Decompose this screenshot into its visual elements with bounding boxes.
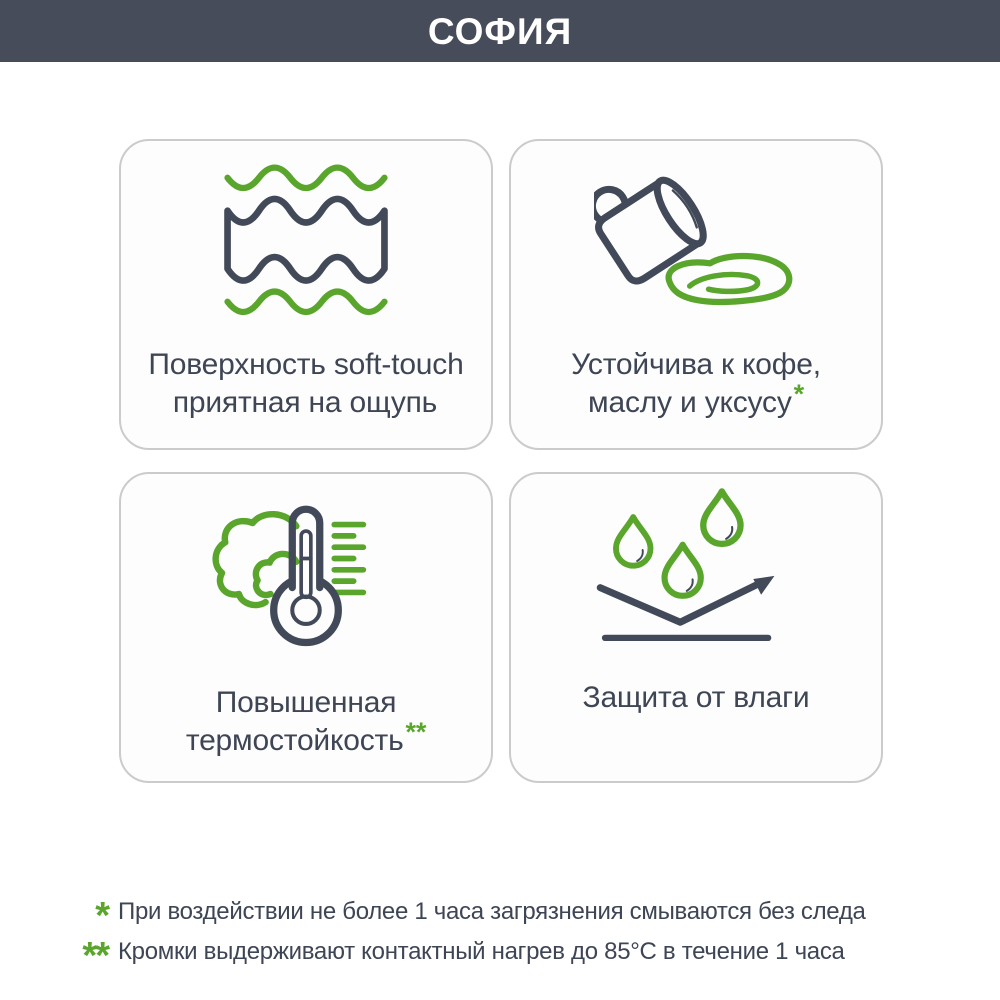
feature-card-soft-touch [119,139,493,450]
asterisk-marker: * [95,895,108,937]
double-asterisk-marker: ** [82,935,108,977]
feature-card-moisture-protection [509,472,883,783]
card-caption: Поверхность soft-touch приятная на ощупь [148,348,464,419]
spilled-cup-icon [594,151,798,316]
card-caption: Повышенная термостойкость** [185,686,427,757]
thermometer-steam-icon [201,484,411,654]
footnotes [0,895,1000,977]
footnote-heat: ** Кромки выдерживают контактный нагрев до 85°С в течение 1 часа [56,936,944,968]
soft-touch-surface-icon [204,151,408,316]
card-caption: Устойчива к кофе, маслу и уксусу* [571,348,821,419]
feature-card-heat-resistant [119,472,493,783]
feature-card-stain-resistant [509,139,883,450]
page-title: СОФИЯ [427,10,573,52]
feature-cards-grid [119,139,883,783]
title-bar [0,0,1000,62]
water-drops-repel-icon [594,484,798,649]
footnote-stain: * При воздействии не более 1 часа загрязнения смываются без следа [56,896,944,928]
card-caption: Защита от влаги [582,681,810,714]
